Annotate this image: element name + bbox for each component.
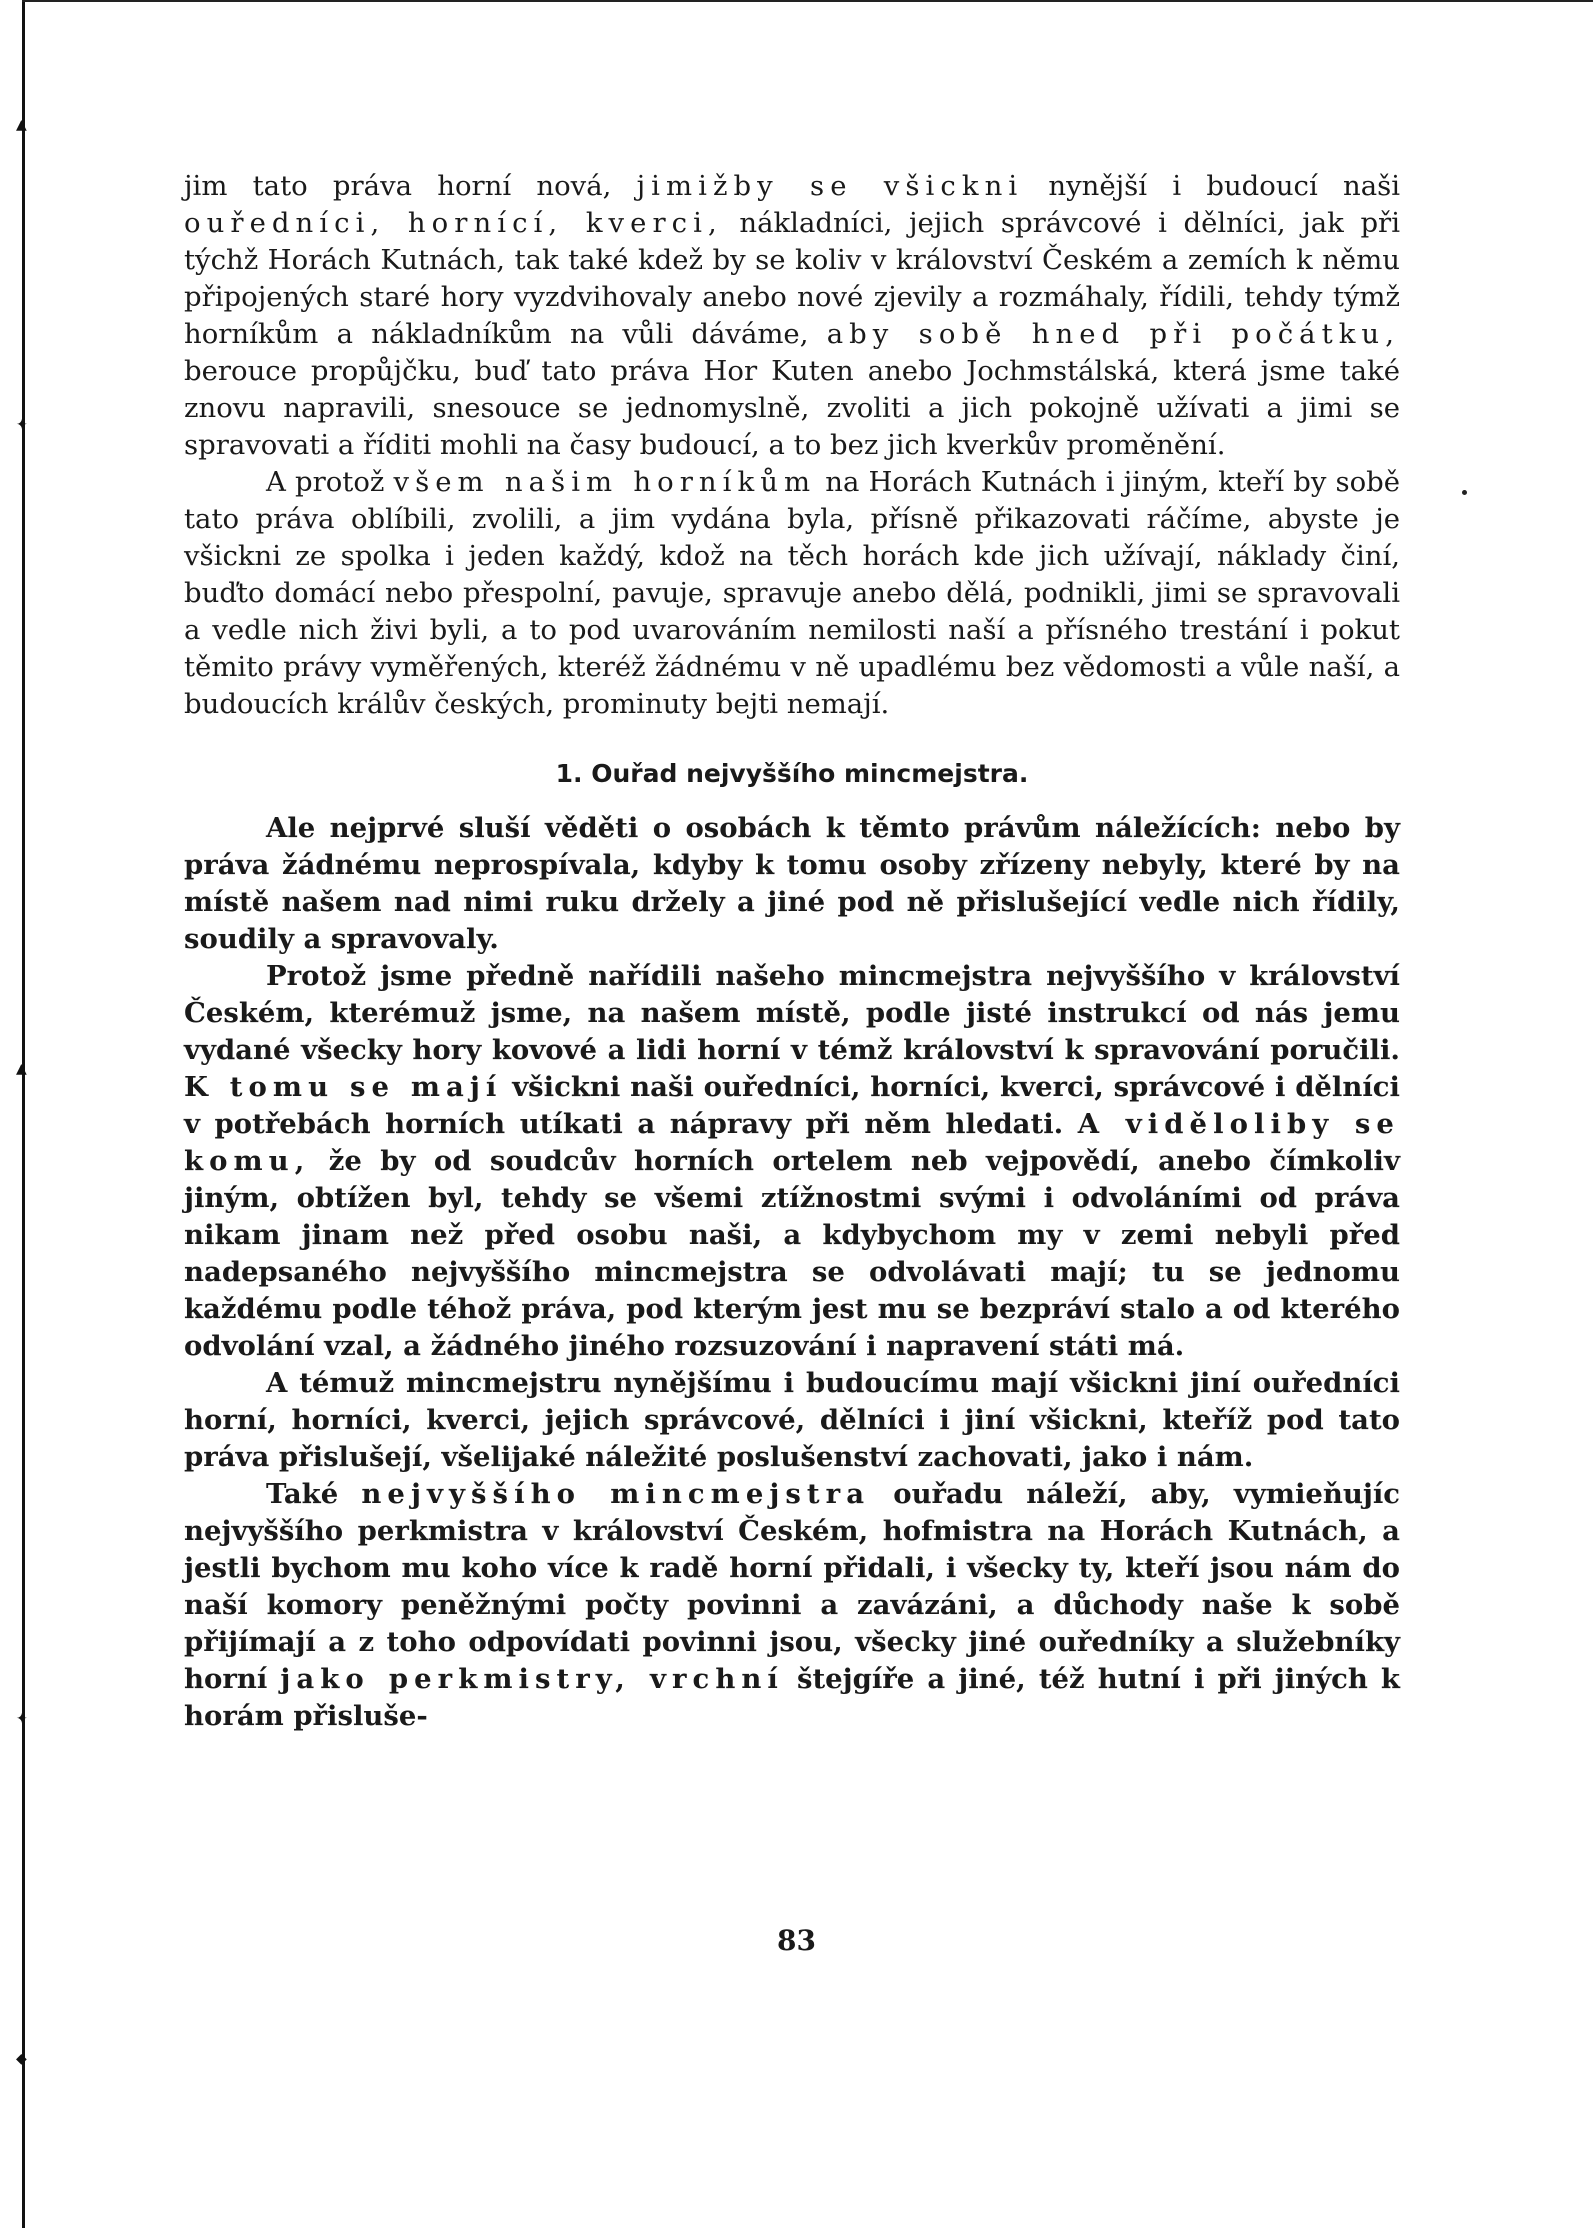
emphasized-text: všem našim horníkům: [393, 466, 817, 498]
text-segment: berouce propůjčku, buď tato práva Hor Kuten anebo Jochmstálská, která jsme také znovu napravili, snesouce se jednomyslně, zvoliti a jich pokojně užívati a jimi se spravovati a říditi mohli na časy budoucí, a to bez jich kverkův proměnění.: [184, 355, 1400, 461]
emphasized-text: jako perkmistry, vrchní: [280, 1663, 784, 1695]
emphasized-text: aby sobě hned při počátku,: [826, 318, 1400, 350]
text-segment: Ale nejprvé sluší věděti o osobách k těmto právům náležících: nebo by práva žádnému neprospívala, kdyby k tomu osoby zřízeny nebyly, které by na místě našem nad nimi ruku držely a jiné pod ně přislušející vedle nich řídily, soudily a spravovaly.: [184, 812, 1400, 955]
text-segment: A protož: [266, 466, 394, 498]
section-heading: 1. Ouřad nejvyššího mincmejstra.: [555, 759, 1029, 788]
text-segment: ouřadu náleží, aby, vymieňujíc nejvyššího perkmistra v království Českém, hofmistra na Horách Kutnách, a jestli bychom mu koho více k radě horní přidali, i všecky ty, kteří jsou nám do naší komory peněžnými počty povinni a zavázáni, a důchody naše k sobě přijímají a z toho odpovídati povinni jsou, všecky jiné ouředníky a služebníky horní: [184, 1478, 1401, 1695]
emphasized-text: A viděloliby se komu,: [184, 1108, 1400, 1177]
text-segment: všickni naši ouředníci, horníci, kverci, správcové i dělníci v potřebách horních utíkati a nápravy při něm hledati.: [184, 1071, 1400, 1140]
paragraph-section-1: [184, 810, 1400, 958]
page-body: [184, 168, 1400, 1735]
paragraph-section-4: [184, 1476, 1400, 1735]
edge-arrow-icon: ▲: [16, 1061, 27, 1077]
scan-top-edge: [22, 0, 1593, 2]
text-segment: na Horách Kutnách i jiným, kteří by sobě tato práva oblíbili, zvolili, a jim vydána byla, přísně přikazovati ráčíme, abyste je všickni ze spolka i jeden každý, kdož na těch horách kde jich užívají, náklady činí, buďto domácí nebo přespolní, pavuje, spravuje anebo dělá, podnikli, jimi se spravovali a vedle nich živi byli, a to pod uvarováním nemilosti naší a přísného trestání i pokut těmito právy vyměřených, kteréž žádnému v ně upadlému bez vědomosti a vůle naší, a budoucích králův českých, prominuty bejti nemají.: [184, 466, 1401, 720]
text-segment: Protož jsme předně nařídili našeho mincmejstra nejvyššího v království Českém, kterémuž jsme, na našem místě, podle jisté instrukcí od nás jemu vydané všecky hory kovové a lidi horní v témž království k spravování poručili.: [184, 960, 1400, 1066]
emphasized-text: ouředníci, hornící, kverci,: [184, 207, 723, 239]
emphasized-text: K tomu se mají: [184, 1071, 503, 1103]
edge-arrow-icon: ▲: [16, 117, 27, 133]
edge-arrow-icon: ✦: [16, 1711, 28, 1727]
text-segment: nákladníci, jejich správcové i dělníci, jak při týchž Horách Kutnách, tak také kdež by se koliv v království Českém a zemích k němu připojených staré hory vyzdvihovaly anebo nové zjevily a rozmáhaly, řídili, tehdy týmž horníkům a nákladníkům na vůli dáváme,: [184, 207, 1400, 350]
paragraph-section-3: [184, 1365, 1400, 1476]
text-segment: Také: [266, 1478, 362, 1510]
scan-dot: [1462, 490, 1467, 495]
scan-left-edge: [22, 0, 25, 2228]
text-segment: nynější i budoucí naši: [1023, 170, 1400, 202]
paragraph-intro-1: [184, 168, 1400, 464]
paragraph-intro-2: [184, 464, 1400, 723]
edge-arrow-icon: ✦: [16, 417, 28, 433]
text-segment: že by od soudcův horních ortelem neb vejpovědí, anebo čímkoliv jiným, obtížen byl, tehdy se všemi ztížnostmi svými i odvoláními od práva nikam jinam než před osobu naši, a kdybychom my v zemi nebyli před nadepsaného nejvyššího mincmejstra se odvolávati mají; tu se jednomu každému podle téhož práva, pod kterým jest mu se bezpráví stalo a od kterého odvolání vzal, a žádného jiného rozsuzování i napravení státi má.: [184, 1145, 1400, 1362]
text-segment: A témuž mincmejstru nynějšímu i budoucímu mají všickni jiní ouředníci horní, horníci, kverci, jejich správcové, dělníci i jiní všickni, kteříž pod tato práva přislušejí, všelijaké náležité poslušenství zachovati, jako i nám.: [184, 1367, 1400, 1473]
paragraph-section-2: [184, 958, 1400, 1365]
emphasized-text: nejvyššího mincmejstra: [361, 1478, 871, 1510]
text-segment: jim tato práva horní nová,: [184, 170, 637, 202]
text-segment: štejgíře a jiné, též hutní i při jiných k horám přisluše-: [184, 1663, 1400, 1732]
edge-arrow-icon: ◆: [16, 2051, 27, 2067]
page-number: 83: [777, 1924, 816, 1957]
emphasized-text: jimižby se všickni: [636, 170, 1024, 202]
